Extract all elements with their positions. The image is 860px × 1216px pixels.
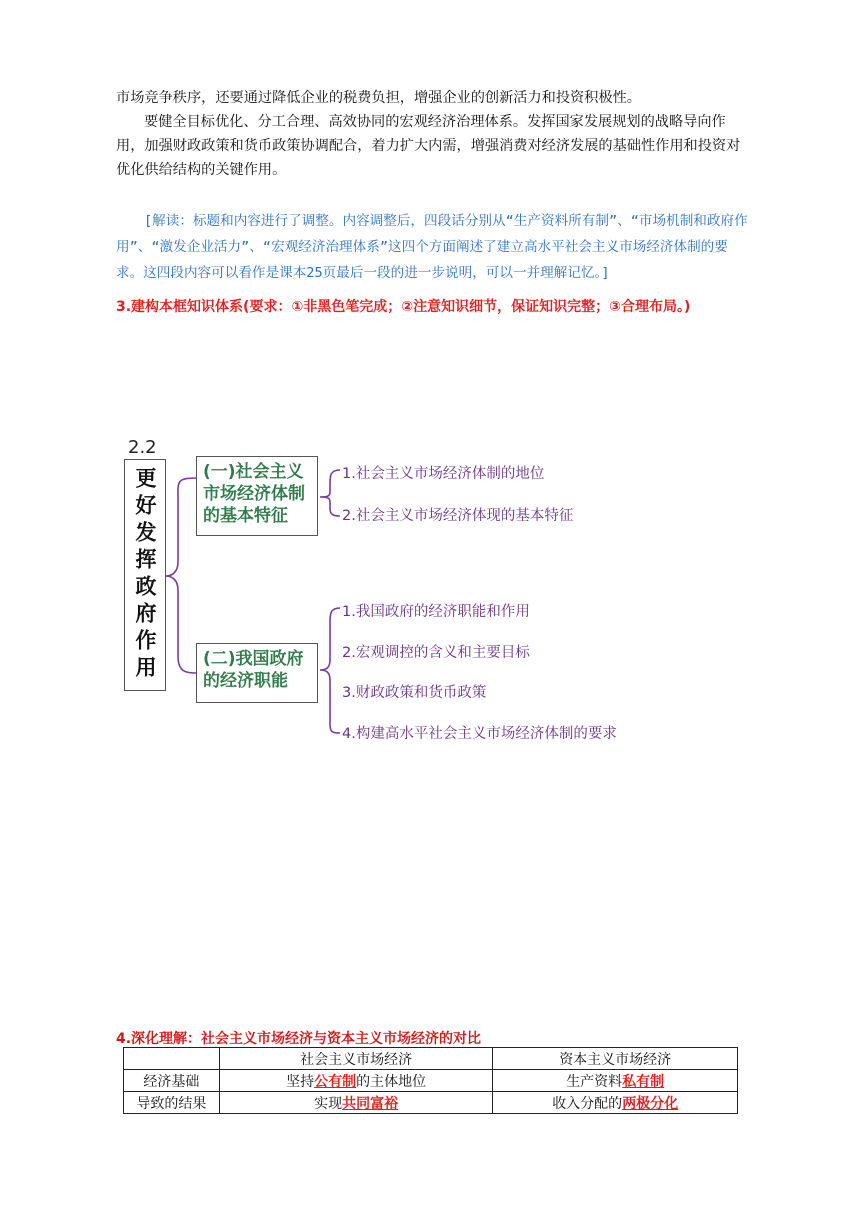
table-header-cell [124,1048,220,1070]
table-cell [219,1070,493,1092]
row-label: 导致的结果 [124,1092,220,1114]
table-cell [493,1092,738,1114]
paragraph-continuation: 市场竞争秩序，还要通过降低企业的税费负担，增强企业的创新活力和投资积极性。 [116,90,641,106]
table-cell [493,1070,738,1092]
branch1-node: (一)社会主义市场经济体制的基本特征 [196,456,318,536]
row-label: 经济基础 [124,1070,220,1092]
branch2-item-1: 1.我国政府的经济职能和作用 [342,604,530,620]
cell-text: 实现 [314,1095,343,1112]
branch1-item-2: 2.社会主义市场经济体现的基本特征 [342,508,574,524]
highlight-text: 两极分化 [622,1095,679,1112]
table-cell [219,1092,493,1114]
table-header-cell: 社会主义市场经济 [219,1048,493,1070]
highlight-text: 共同富裕 [342,1095,399,1112]
table-row [124,1070,738,1092]
table-header-row [124,1048,738,1070]
section3-title: 3.建构本框知识体系(要求：①非黑色笔完成；②注意知识细节，保证知识完整；③合理布局。) [116,299,691,315]
table-header-cell: 资本主义市场经济 [493,1048,738,1070]
paragraph-governance: 要健全目标优化、分工合理、高效协同的宏观经济治理体系。发挥国家发展规划的战略导向作用，加强财政政策和货币政策协调配合，着力扩大内需，增强消费对经济发展的基础性作用和投资对优化供给结构的关键作用。 [116,114,741,178]
cell-text: 生产资料 [566,1073,623,1090]
cell-text: 坚持 [286,1073,315,1090]
branch2-node: (二)我国政府的经济职能 [196,643,318,703]
section4-title: 4.深化理解：社会主义市场经济与资本主义市场经济的对比 [116,1031,482,1047]
comparison-table [123,1047,738,1114]
branch2-item-4: 4.构建高水平社会主义市场经济体制的要求 [342,726,617,742]
branch2-item-2: 2.宏观调控的含义和主要目标 [342,645,530,661]
root-node [124,459,166,691]
cell-text: 收入分配的 [552,1095,623,1112]
interpretation-note: [解读：标题和内容进行了调整。内容调整后，四段话分别从“生产资料所有制”、“市场机制和政府作用”、“激发企业活力”、“宏观经济治理体系”这四个方面阐述了建立高水平社会主义市场经济体制的要求。这四段内容可以看作是课本25页最后一段的进一步说明，可以一并理解记忆。] [116,213,748,281]
branch2-item-3: 3.财政政策和货币政策 [342,685,487,701]
root-label: 更好发挥政府作用 [133,467,157,683]
highlight-text: 公有制 [314,1073,357,1090]
section-number: 2.2 [128,437,157,458]
branch1-item-1: 1.社会主义市场经济体制的地位 [342,466,545,482]
cell-text: 的主体地位 [356,1073,427,1090]
highlight-text: 私有制 [622,1073,665,1090]
table-row [124,1092,738,1114]
